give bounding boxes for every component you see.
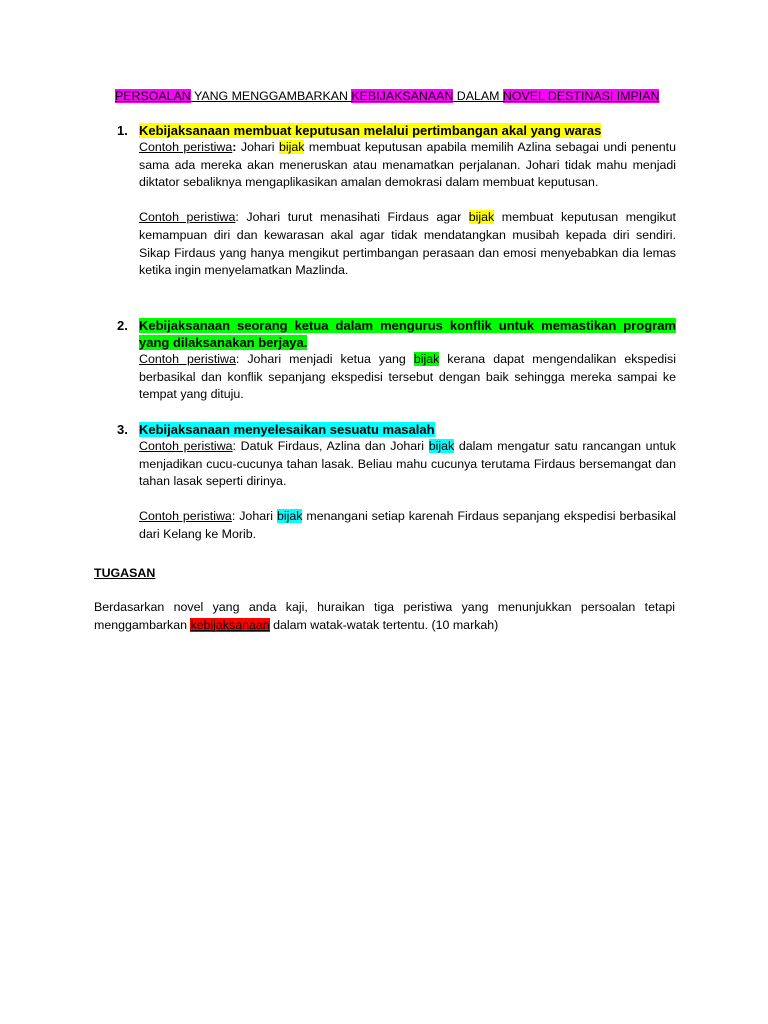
title-text-2: DALAM xyxy=(453,89,503,103)
title-kebijaksanaan: KEBIJAKSANAAN xyxy=(351,89,454,103)
example-colon: : xyxy=(235,352,248,366)
keyword-bijak: bijak xyxy=(278,140,305,154)
item-heading-text: Kebijaksanaan seorang ketua dalam mengurus konflik untuk memastikan program yang dilaksanakan berjaya. xyxy=(139,318,676,350)
example-text-post: kerana dapat mengendalikan ekspedisi berbasikal dan konflik sepanjang ekspedisi tersebut dengan baik sehingga mereka sampai ke tempat yang dituju. xyxy=(139,352,676,402)
tugasan-paragraph xyxy=(94,599,675,634)
item-number: 3. xyxy=(117,422,128,437)
tugasan-text-pre: Berdasarkan novel yang anda kaji, huraikan tiga peristiwa yang menunjukkan persoalan tetapi menggambarkan xyxy=(94,600,675,632)
item-heading-text: Kebijaksanaan membuat keputusan melalui pertimbangan akal yang waras xyxy=(139,123,602,138)
example-text-post: dalam mengatur satu rancangan untuk menjadikan cucu-cucunya tahan lasak. Beliau mahu cucunya terutama Firdaus bersemangat dan tahan lasak seperti dirinya. xyxy=(139,439,676,489)
example-paragraph xyxy=(139,139,676,192)
example-colon: : xyxy=(232,140,241,154)
item-number: 1. xyxy=(117,123,128,138)
example-text-pre: Johari menjadi ketua yang xyxy=(247,352,414,366)
keyword-bijak: bijak xyxy=(413,352,440,366)
example-text-pre: Johari turut menasihati Firdaus agar xyxy=(246,210,469,225)
item-body xyxy=(139,122,676,280)
example-text-pre: Johari xyxy=(240,140,279,154)
tugasan-heading: TUGASAN xyxy=(94,566,156,580)
example-label: Contoh peristiwa xyxy=(139,509,232,524)
item-heading xyxy=(139,421,676,438)
example-paragraph xyxy=(139,508,676,543)
item-heading xyxy=(139,317,676,351)
title-text-1: YANG MENGGAMBARKAN xyxy=(190,89,352,103)
item-number: 2. xyxy=(117,318,128,333)
example-colon: : xyxy=(235,210,247,225)
example-colon: : xyxy=(232,439,241,453)
keyword-kebijaksanaan: kebijaksanaan xyxy=(190,617,270,632)
document-title xyxy=(115,88,675,104)
example-text-post: membuat keputusan mengikut kemampuan diri dan kewarasan akal agar tidak mendatangkan musibah kepada diri sendiri. Sikap Firdaus yang hanya mengikut pertimbangan perasaan dan emosi menyebabkan dia lemas ketika ingin menyelamatkan Mazlinda. xyxy=(139,210,676,278)
example-label: Contoh peristiwa xyxy=(139,439,233,453)
example-label: Contoh peristiwa xyxy=(139,210,236,225)
example-colon: : xyxy=(231,509,240,524)
item-body xyxy=(139,317,676,404)
keyword-bijak: bijak xyxy=(276,509,303,524)
example-label: Contoh peristiwa xyxy=(139,140,233,154)
item-body xyxy=(139,421,676,544)
example-text-pre: Johari xyxy=(239,509,277,524)
example-text-pre: Datuk Firdaus, Azlina dan Johari xyxy=(240,439,429,453)
example-paragraph xyxy=(139,209,676,279)
keyword-bijak: bijak xyxy=(428,439,455,453)
title-novel-name: NOVEL DESTINASI IMPIAN xyxy=(502,89,660,103)
title-persoalan: PERSOALAN xyxy=(115,89,191,103)
example-label: Contoh peristiwa xyxy=(139,352,236,366)
example-paragraph xyxy=(139,438,676,491)
example-text-post: membuat keputusan apabila memilih Azlina sebagai undi penentu sama ada mereka akan meneruskan atau menamatkan perjalanan. Johari tidak mahu menjadi diktator sebaliknya mengaplikasikan amalan demokrasi dalam membuat keputusan. xyxy=(139,140,676,190)
example-text-post: menangani setiap karenah Firdaus sepanjang ekspedisi berbasikal dari Kelang ke Morib. xyxy=(139,509,676,541)
item-heading xyxy=(139,122,676,139)
item-heading-text: Kebijaksanaan menyelesaikan sesuatu masalah xyxy=(139,422,435,437)
tugasan-text-post: dalam watak-watak tertentu. (10 markah) xyxy=(269,617,499,632)
example-paragraph xyxy=(139,351,676,404)
keyword-bijak: bijak xyxy=(468,210,495,225)
